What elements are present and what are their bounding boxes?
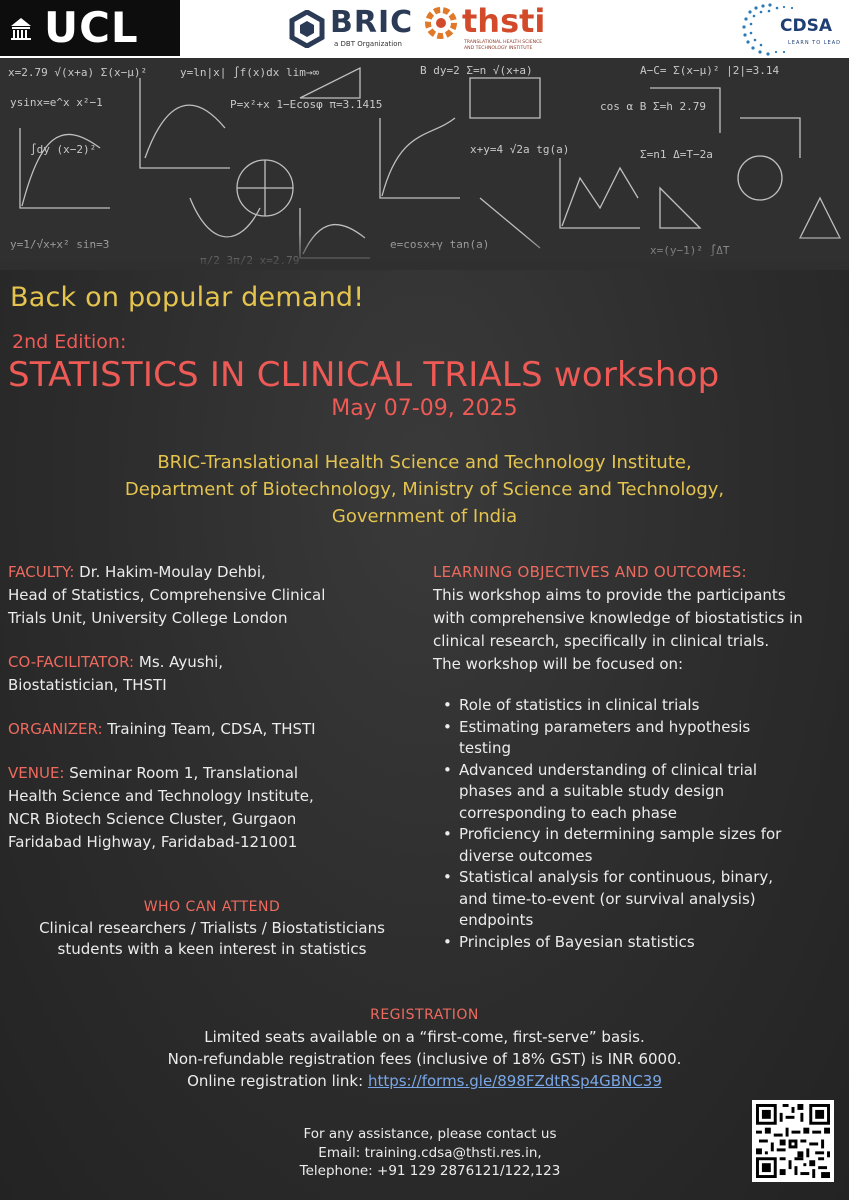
ucl-logo <box>0 0 180 56</box>
svg-text:y=ln|x| ∫f(x)dx lim→∞: y=ln|x| ∫f(x)dx lim→∞ <box>180 66 320 79</box>
thsti-subtitle-line: TRANSLATIONAL HEALTH SCIENCE <box>464 40 543 45</box>
thsti-logo-text: thsti <box>462 2 546 40</box>
venue-section <box>8 762 416 854</box>
thsti-subtitle-line: AND TECHNOLOGY INSTITUTE <box>464 46 533 51</box>
objective-line: • Role of statistics in clinical trials <box>459 696 700 714</box>
faculty-section <box>8 561 416 630</box>
institution-line: BRIC-Translational Health Science and Technology Institute, <box>157 452 692 473</box>
organizer-section <box>8 718 416 741</box>
objectives-intro: with comprehensive knowledge of biostatistics in <box>433 609 803 627</box>
objectives-intro: clinical research, specifically in clinical trials. <box>433 632 770 650</box>
venue-line: NCR Biotech Science Cluster, Gurgaon <box>8 810 297 828</box>
bric-logo <box>288 6 423 52</box>
contact-line: For any assistance, please contact us <box>303 1126 557 1142</box>
contact-section <box>220 1125 640 1181</box>
objective-item <box>443 824 845 867</box>
cofacilitator-label: CO-FACILITATOR: <box>8 653 135 671</box>
institution-block <box>0 449 849 530</box>
svg-text:A−C= Σ(x−μ)² |2|=3.14: A−C= Σ(x−μ)² |2|=3.14 <box>640 64 780 77</box>
objectives-intro: The workshop will be focused on: <box>433 655 684 673</box>
bric-subtitle: a DBT Organization <box>334 40 402 48</box>
details-column <box>8 561 416 875</box>
registration-link[interactable]: https://forms.gle/898FZdtRSp4GBNC39 <box>367 1072 662 1090</box>
objective-line: diverse outcomes <box>459 846 593 865</box>
cdsa-logo-text: CDSA <box>780 16 832 36</box>
objective-line: • Statistical analysis for continuous, binary, <box>459 868 774 886</box>
registration-qr-code[interactable] <box>752 1100 834 1182</box>
venue-line: Faridabad Highway, Faridabad-121001 <box>8 833 298 851</box>
bric-hexagon-icon <box>288 10 326 48</box>
registration-section <box>0 1004 849 1092</box>
who-line: Clinical researchers / Trialists / Biostatisticians <box>39 919 385 937</box>
objectives-intro: This workshop aims to provide the participants <box>433 586 786 604</box>
contact-email: Email: training.cdsa@thsti.res.in, <box>318 1144 542 1161</box>
who-line: students with a keen interest in statistics <box>57 940 367 958</box>
qr-code-icon <box>756 1104 830 1178</box>
registration-link-label: Online registration link: <box>187 1072 368 1090</box>
objectives-list <box>433 695 845 953</box>
ucl-portico-icon <box>8 16 34 42</box>
objective-item <box>443 717 845 760</box>
contact-telephone: Telephone: +91 129 2876121/122,123 <box>299 1163 561 1179</box>
cofacilitator-line: Biostatistician, THSTI <box>8 676 167 694</box>
cdsa-tagline: LEARN TO LEAD <box>788 40 841 46</box>
workshop-title: STATISTICS IN CLINICAL TRIALS workshop <box>8 355 720 395</box>
venue-line: Seminar Room 1, Translational <box>64 764 299 782</box>
venue-label: VENUE: <box>8 764 65 782</box>
faculty-line: Trials Unit, University College London <box>8 609 288 627</box>
objective-line: and time-to-event (or survival analysis) <box>459 889 756 908</box>
objective-line: testing <box>459 739 512 757</box>
objective-item <box>443 695 845 717</box>
who-can-attend-label: WHO CAN ATTEND <box>143 899 281 915</box>
objective-line: corresponding to each phase <box>459 803 677 822</box>
chalkboard-formulas-illustration <box>0 58 849 270</box>
svg-text:cos α B Σ=h 2.79: cos α B Σ=h 2.79 <box>600 100 706 113</box>
objective-line: phases and a suitable study design <box>459 782 725 800</box>
edition-label: 2nd Edition: <box>12 331 127 353</box>
thsti-logo <box>424 4 564 54</box>
chalk-doodles <box>0 58 849 270</box>
workshop-date: May 07-09, 2025 <box>331 396 518 421</box>
faculty-name: Dr. Hakim-Moulay Dehbi, <box>74 563 266 581</box>
objective-item <box>443 760 845 825</box>
registration-fee-line: Non-refundable registration fees (inclusive of 18% GST) is INR 6000. <box>167 1050 682 1068</box>
institution-line: Government of India <box>331 506 518 527</box>
objective-line: endpoints <box>459 911 534 929</box>
faculty-label: FACULTY: <box>8 563 75 581</box>
popular-demand-heading: Back on popular demand! <box>10 282 365 313</box>
institution-line: Department of Biotechnology, Ministry of Science and Technology, <box>124 479 725 500</box>
objectives-column <box>433 561 845 953</box>
objective-line: • Estimating parameters and hypothesis <box>459 717 751 736</box>
svg-text:x=2.79 √(x+a) Σ(x−μ)²: x=2.79 √(x+a) Σ(x−μ)² <box>8 66 148 79</box>
svg-text:∫dy (x−2)²: ∫dy (x−2)² <box>30 143 97 156</box>
registration-label: REGISTRATION <box>370 1007 479 1023</box>
thsti-flower-icon <box>424 6 458 40</box>
svg-text:ysinx=e^x x²−1: ysinx=e^x x²−1 <box>10 96 103 109</box>
cofacilitator-name: Ms. Ayushi, <box>134 653 224 671</box>
who-can-attend-section <box>0 897 424 960</box>
organizer-value: Training Team, CDSA, THSTI <box>102 720 316 738</box>
objective-line: • Proficiency in determining sample sizes for <box>459 825 782 843</box>
cdsa-logo <box>740 2 845 56</box>
ucl-logo-text: UCL <box>44 3 139 52</box>
svg-text:Σ=n1 Δ=T−2a: Σ=n1 Δ=T−2a <box>640 148 713 161</box>
svg-text:P=x²+x 1−Ecosφ π=3.1415: P=x²+x 1−Ecosφ π=3.1415 <box>230 98 383 111</box>
cofacilitator-section <box>8 651 416 697</box>
organizer-label: ORGANIZER: <box>8 720 103 738</box>
objective-item <box>443 932 845 954</box>
logo-header <box>0 0 849 58</box>
svg-text:B dy=2 Σ=n √(x+a): B dy=2 Σ=n √(x+a) <box>420 64 533 77</box>
faculty-line: Head of Statistics, Comprehensive Clinical <box>8 586 326 604</box>
objective-line: • Advanced understanding of clinical trial <box>459 760 758 779</box>
venue-line: Health Science and Technology Institute, <box>8 787 314 805</box>
objective-line: • Principles of Bayesian statistics <box>459 932 695 951</box>
svg-text:x+y=4 √2a tg(a): x+y=4 √2a tg(a) <box>470 143 570 156</box>
thsti-subtitle <box>464 40 542 52</box>
objective-item <box>443 867 845 932</box>
objectives-label: LEARNING OBJECTIVES AND OUTCOMES: <box>433 563 747 581</box>
bric-logo-text: BRIC <box>330 5 414 40</box>
registration-line: Limited seats available on a “first-come, first-serve” basis. <box>204 1028 645 1046</box>
